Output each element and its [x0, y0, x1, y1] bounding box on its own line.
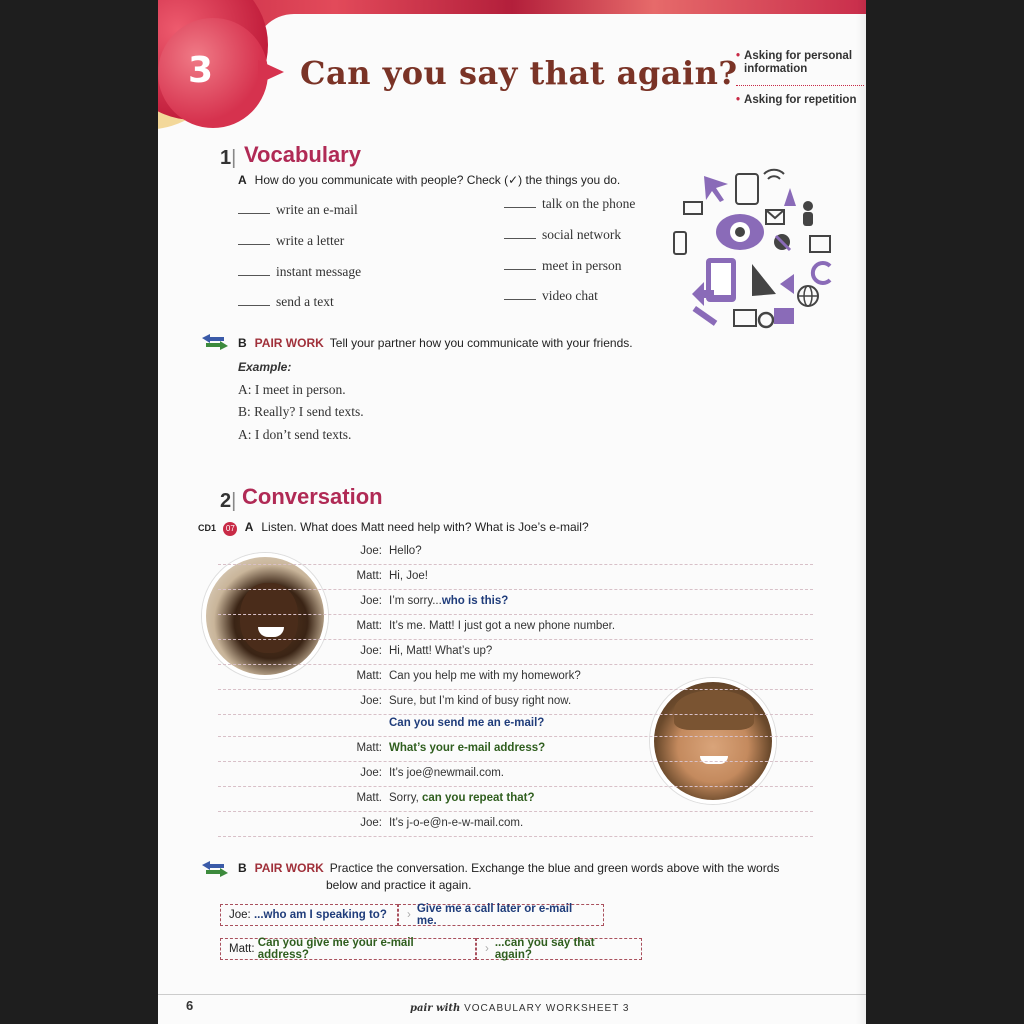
unit-badge-tail [258, 60, 284, 84]
utterance-part: Hi, Matt! What’s up? [389, 645, 493, 657]
utterance-part: It’s j-o-e@n-e-w-mail.com. [389, 817, 524, 829]
vocab-check-item[interactable]: send a text [238, 294, 334, 310]
person-icon [803, 201, 813, 226]
antenna-icon [784, 188, 796, 206]
sync-icon [759, 313, 773, 327]
example-line: B: Really? I send texts. [238, 404, 364, 419]
unit-number: 3 [188, 50, 214, 91]
goal-divider [736, 85, 864, 86]
section-title-vocabulary: Vocabulary [244, 142, 361, 167]
utterance [389, 767, 504, 779]
utterance-part: Can you help me with my homework? [389, 670, 581, 682]
example-label: Example: [238, 360, 292, 374]
conversation-rule [218, 764, 813, 787]
example-line: A: I meet in person. [238, 382, 346, 397]
page-number: 6 [186, 998, 194, 1013]
utterance-part: who is this? [441, 595, 509, 607]
utterance [389, 570, 428, 582]
utterance [389, 717, 544, 729]
speaker-label: Matt: [356, 742, 382, 754]
cursor-icon [704, 176, 728, 202]
utterance [389, 620, 615, 632]
vocab-instruction-b: B PAIR WORK Tell your partner how you communicate with your friends. [238, 336, 633, 350]
vocab-instruction-a: A How do you communicate with people? Check (✓) the things you do. [238, 173, 621, 187]
utterance-part: Sure, but I’m kind of busy right now. [389, 695, 572, 707]
laptop-icon [684, 202, 702, 214]
conversation-instruction-b: B PAIR WORK Practice the conversation. Exchange the blue and green words above with the words below and practice it again. [238, 861, 780, 892]
speaker-label: Matt: [356, 570, 382, 582]
telephone-icon [716, 214, 764, 250]
example-line: A: I don’t send texts. [238, 427, 352, 442]
swap-box-left: Matt: Can you give me your e-mail address? [220, 938, 476, 960]
swap-box-right: › Give me a call later or e-mail me. [398, 904, 604, 926]
track-number-badge[interactable]: 07 [223, 522, 237, 536]
utterance-part: Sorry, [389, 792, 423, 804]
vocab-check-item[interactable]: write an e-mail [238, 202, 358, 218]
utterance [389, 817, 523, 829]
utterance [389, 545, 422, 557]
utterance [389, 645, 492, 657]
swap-box-right: › ...can you say that again? [476, 938, 642, 960]
refresh-icon [813, 263, 830, 283]
chevron-right-icon: › [407, 909, 411, 921]
unit-title: Can you say that again? [300, 54, 738, 92]
vocab-check-item[interactable]: meet in person [504, 258, 621, 274]
page-edge-shade [856, 0, 866, 1024]
vocab-check-item[interactable]: talk on the phone [504, 196, 635, 212]
vocab-check-item[interactable]: social network [504, 227, 621, 243]
monitor-icon [734, 310, 756, 326]
conversation-instruction-a: CD1 07 A Listen. What does Matt need help with? What is Joe’s e-mail? [198, 520, 589, 534]
triangle-icon [752, 264, 776, 296]
smartphone-icon [736, 174, 758, 204]
utterance [389, 742, 545, 754]
utterance-part: It’s me. Matt! I just got a new phone number. [389, 620, 616, 632]
speaker-label: Matt: [356, 620, 382, 632]
utterance-part: can you repeat that? [422, 792, 535, 804]
vocab-check-item[interactable]: instant message [238, 264, 361, 280]
mobile-icon [674, 232, 686, 254]
swap-box-left: Joe: ...who am I speaking to? [220, 904, 398, 926]
chevron-right-icon: › [485, 943, 489, 955]
goal-item: • Asking for personal information [736, 50, 853, 75]
vocab-check-item[interactable]: write a letter [238, 233, 344, 249]
utterance-part: What’s your e-mail address? [389, 742, 546, 754]
section-title-conversation: Conversation [242, 484, 383, 509]
mail-icon [766, 210, 784, 224]
unit-goals [736, 50, 864, 107]
footer-divider [158, 994, 866, 995]
utterance-part: It’s joe@newmail.com. [389, 767, 504, 779]
header-panel [254, 14, 866, 54]
section-number: 2| [220, 490, 237, 512]
utterance [389, 695, 571, 707]
utterance-part: Hello? [389, 545, 422, 557]
satellite-icon [774, 234, 790, 250]
conversation-rule [218, 592, 813, 615]
sound-icon [780, 274, 794, 294]
conversation-rule [218, 542, 813, 565]
section-number: 1| [220, 147, 237, 169]
utterance [389, 670, 581, 682]
utterance [389, 792, 534, 804]
utterance [389, 595, 508, 607]
speaker-label: Joe: [360, 645, 382, 657]
speaker-label: Joe: [360, 817, 382, 829]
speaker-label: Joe: [360, 595, 382, 607]
vocab-check-item[interactable]: video chat [504, 288, 598, 304]
conversation-rule [218, 567, 813, 590]
pair-work-icon [202, 861, 228, 877]
computer-icon [810, 236, 830, 252]
speaker-label: Joe: [360, 545, 382, 557]
speaker-label: Joe: [360, 767, 382, 779]
pair-work-icon [202, 334, 228, 350]
conversation-rule [218, 642, 813, 665]
pencil-icon [693, 306, 718, 326]
speaker-label: Matt: [356, 670, 382, 682]
globe-icon [798, 286, 818, 306]
cd-track-label: CD1 [198, 523, 217, 533]
utterance-part: I’m sorry... [389, 595, 442, 607]
speaker-label: Matt. [356, 792, 382, 804]
utterance-part: Hi, Joe! [389, 570, 428, 582]
footer-worksheet-ref: pair with VOCABULARY WORKSHEET 3 [410, 1003, 630, 1014]
textbook-page [158, 0, 866, 1024]
goal-item: • Asking for repetition [736, 94, 857, 106]
speaker-label: Joe: [360, 695, 382, 707]
communication-icons-illustration [670, 166, 842, 338]
folder-icon [774, 308, 794, 324]
wifi-icon [764, 170, 784, 179]
utterance-part: Can you send me an e-mail? [389, 717, 545, 729]
